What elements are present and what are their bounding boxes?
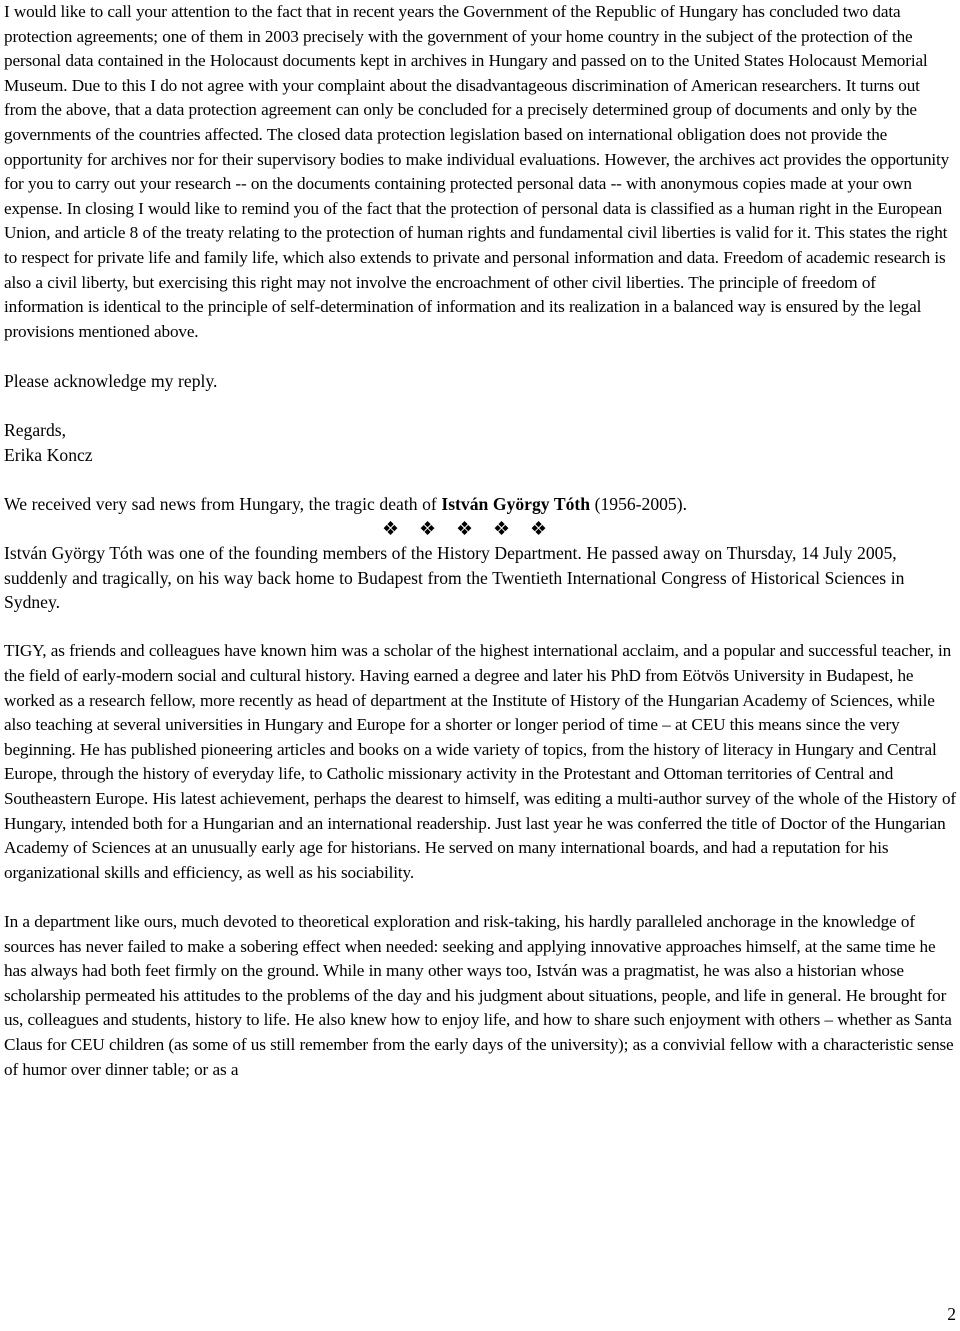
section-separator: [382, 518, 567, 542]
obituary-paragraph-1: István György Tóth was one of the founding members of the History Department. He passed away on Thursday, 14 July 2005, suddenly and tragically, on his way back home to Budapest from the Twentieth International Congress of Historical Sciences in Sydney.: [4, 543, 905, 613]
paragraph-gap: [4, 467, 956, 492]
intro-suffix: (1956-2005).: [590, 493, 687, 514]
obituary-paragraph-3: In a department like ours, much devoted to theoretical exploration and risk-taking, his hardly paralleled anchorage in the knowledge of sources has never failed to make a sobering effect when needed: seeking and applying innovative approaches himself, at the same time he has always had both feet firmly on the ground. While in many other ways too, István was a pragmatist, he was also a historian whose scholarship permeated his attitudes to the problems of the day and his judgment about situations, people, and life in general. He brought for us, colleagues and students, history to life. He also knew how to enjoy life, and how to share such enjoyment with others – whether as Santa Claus for CEU children (as some of us still remember from the early days of the university); as a convivial fellow with a characteristic sense of humor over dinner table; or as a: [4, 911, 954, 1079]
page-number: 2: [947, 1304, 956, 1324]
obituary-intro: [4, 492, 956, 517]
diamond-ornament-icon: ❖: [530, 519, 548, 540]
deceased-name: István György Tóth: [441, 493, 591, 514]
obituary-paragraph-2: TIGY, as friends and colleagues have known him was a scholar of the highest international acclaim, and a popular and successful teacher, in the field of early-modern social and cultural history. Having earned a degree and later his PhD from Eötvös University in Budapest, he worked as a research fellow, more recently as head of department at the Institute of History of the Hungarian Academy of Sciences, while also teaching at several universities in Hungary and Europe for a shorter or longer period of time – at CEU this means since the very beginning. He has published pioneering articles and books on a wide variety of topics, from the history of literacy in Hungary and Central Europe, through the history of everyday life, to Catholic missionary activity in the Protestant and Ottoman territories of Central and Southeastern Europe. His latest achievement, perhaps the dearest to himself, was editing a multi-author survey of the whole of the History of Hungary, intended both for a Hungarian and an international readership. Just last year he was conferred the title of Doctor of the Hungarian Academy of Sciences at an unusually early age for historians. He served on many international boards, and had a reputation for his organizational skills and efficiency, as well as his sociability.: [4, 641, 956, 882]
intro-prefix: We received very sad news from Hungary, the tragic death of: [4, 493, 442, 514]
paragraph-gap: [4, 344, 956, 369]
letter-body-paragraph: I would like to call your attention to the fact that in recent years the Government of the Republic of Hungary has concluded two data protection agreements; one of them in 2003 precisely with the government of your home country in the subject of the protection of the personal data contained in the Holocaust documents kept in archives in Hungary and passed on to the United States Holocaust Memorial Museum. Due to this I do not agree with your complaint about the disadvantageous discrimination of American researchers. It turns out from the above, that a data protection agreement can only be concluded for a precisely determined group of documents and only by the governments of the countries affected. The closed data protection legislation based on international obligation does not provide the opportunity for archives nor for their supervisory bodies to make individual evaluations. However, the archives act provides the opportunity for you to carry out your research -- on the documents containing protected personal data -- with anonymous copies made at your own expense. In closing I would like to remind you of the fact that the protection of personal data is classified as a human right in the European Union, and article 8 of the treaty relating to the protection of human rights and fundamental civil liberties is valid for it. This states the right to respect for private life and family life, which also extends to private and personal information and data. Freedom of academic research is also a civil liberty, but exercising this right may not involve the encroachment of other civil liberties. The principle of freedom of information is identical to the principle of self-determination of information and its realization in a balanced way is ensured by the legal provisions mentioned above.: [4, 2, 950, 341]
paragraph-gap: [4, 394, 956, 419]
paragraph-gap: [4, 885, 956, 910]
diamond-ornament-icon: ❖: [493, 519, 511, 540]
diamond-ornament-icon: ❖: [382, 519, 400, 540]
signature-line: Erika Koncz: [4, 444, 93, 465]
paragraph-gap: [4, 615, 956, 640]
diamond-ornament-icon: ❖: [456, 519, 474, 540]
diamond-ornament-icon: ❖: [419, 519, 437, 540]
closing-line: Regards,: [4, 420, 67, 441]
acknowledge-line: Please acknowledge my reply.: [4, 370, 218, 391]
